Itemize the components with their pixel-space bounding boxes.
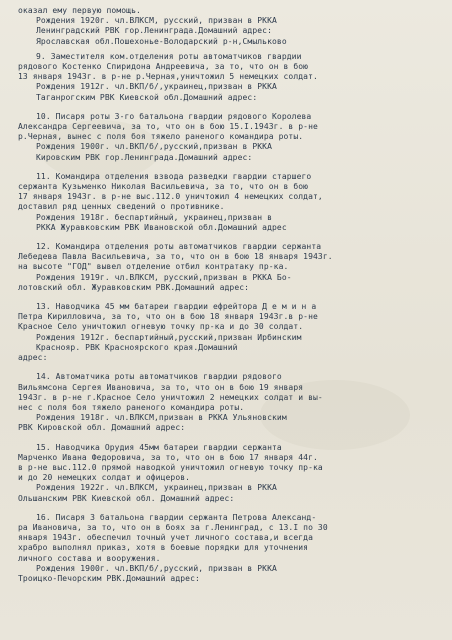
text-line: личного состава и вооружения.: [18, 553, 161, 563]
text-line: Таганрогским РВК Киевской обл.Домашний адрес:: [36, 92, 258, 102]
text-line: 17 января 1943г. в р-не выс.112.0 уничтожил 4 немецких солдат,: [18, 192, 323, 202]
award-item-14: 14. Автоматчика роты автоматчиков гвардии рядового: [36, 372, 282, 382]
text-line: Троицко-Печорским РВК.Домашний адрес:: [18, 573, 200, 583]
text-line: Вильямсона Сергея Ивановича, за то, что он в бою 19 января: [18, 382, 304, 392]
text-line: оказал ему первую помощь.: [18, 6, 141, 15]
text-line: Рождения 1912г. беспартийный,русский,призван Ирбинским: [36, 332, 302, 342]
text-line: Рождения 1912г. чл.ВКП/б/,украинец,призван в РККА: [36, 82, 277, 92]
text-line: адрес:: [18, 353, 48, 363]
text-line: Ольшанским РВК Киевской обл. Домашний адрес:: [18, 493, 235, 503]
text-line: Ярославская обл.Пошехонье-Володарский р-н,Смыльково: [36, 36, 287, 46]
text-line: храбро выполнял приказ, хотя в боевые порядки для уточнения: [18, 543, 309, 553]
text-line: 1943г. в р-не г.Красное Село уничтожил 2 немецких солдат и вы-: [18, 392, 323, 402]
award-item-16: 16. Писаря 3 батальона гвардии сержанта Петрова Александ-: [36, 512, 317, 522]
text-line: и до 20 немецких солдат и офицеров.: [18, 473, 191, 483]
text-line: Ленинградский РВК гор.Ленинграда.Домашний адрес:: [36, 26, 272, 36]
text-line: доставил ряд ценных сведений о противнике.: [18, 202, 225, 212]
award-item-10: 10. Писаря роты 3-го батальона гвардии рядового Королева: [36, 111, 312, 121]
text-line: ра Ивановича, за то, что он в боях за г.Ленинград, с 13.I по 30: [18, 522, 328, 532]
text-line: Красное Село уничтожил огневую точку пр-ка и до 30 солдат.: [18, 322, 304, 332]
text-line: Рождения 1900г. чл.ВКП/б/,русский,призван в РККА: [36, 142, 272, 152]
text-line: РВК Кировской обл. Домашний адрес:: [18, 423, 186, 433]
text-line: РККА Журавковским РВК Ивановской обл.Домашний адрес: [36, 222, 287, 232]
text-line: Александра Сергеевича, за то, что он в бою 15.I.1943г. в р-не: [18, 122, 318, 132]
text-line: Краснояр. РВК Красноярского края.Домашний: [36, 342, 238, 352]
text-line: Рождения 1920г. чл.ВЛКСМ, русский, призван в РККА: [36, 16, 277, 26]
text-line: Рождения 1919г. чл.ВЛКСМ, русский,призван в РККА Бо-: [36, 272, 292, 282]
award-item-11: 11. Командира отделения взвода разведки гвардии старшего: [36, 171, 312, 181]
text-line: Петра Кирилловича, за то, что он в бою 18 января 1943г.в р-не: [18, 312, 318, 322]
award-item-13: 13. Наводчика 45 мм батареи гвардии ефрейтора Д е м и н а: [36, 302, 317, 312]
text-line: сержанта Кузьменко Николая Васильевича, за то, что он в бою: [18, 182, 309, 192]
text-line: Лебедева Павла Васильевича, за то, что он в бою 18 января 1943г.: [18, 252, 333, 262]
award-item-12: 12. Командира отделения роты автоматчиков гвардии сержанта: [36, 242, 322, 252]
text-line: рядового Костенко Спиридона Андреевича, за то, что он в бою: [18, 62, 309, 72]
text-line: р.Черная, вынес с поля боя тяжело раненого командира роты.: [18, 132, 304, 142]
text-line: лотовский обл. Журавковским РВК.Домашний адрес:: [18, 282, 250, 292]
text-line: 13 января 1943г. в р-не р.Черная,уничтожил 5 немецких солдат.: [18, 72, 318, 82]
text-line: Кировским РВК гор.Ленинграда.Домашний адрес:: [36, 152, 253, 162]
text-line: января 1943г. обеспечил точный учет личного состава,и всегда: [18, 533, 313, 543]
award-item-15: 15. Наводчика Орудия 45мм батареи гвардии сержанта: [36, 442, 282, 452]
text-line: Рождения 1918г. чл.ВЛКСМ,призван в РККА Ульяновским: [36, 413, 287, 423]
text-line: Марченко Ивана Федоровича, за то, что он в бою 17 января 44г.: [18, 452, 318, 462]
award-item-9: 9. Заместителя ком.отделения роты автоматчиков гвардии: [36, 51, 302, 61]
text-line: Рождения 1900г. чл.ВКП/б/,русский, призван в РККА: [36, 563, 277, 573]
text-line: Рождения 1918г. беспартийный, украинец,призван в: [36, 212, 272, 222]
text-line: в р-не выс.112.0 прямой наводкой уничтожил огневую точку пр-ка: [18, 462, 323, 472]
text-line: нес с поля боя тяжело раненого командира роты.: [18, 402, 245, 412]
text-line: на высоте "ГОД" вывел отделение отбил контратаку пр-ка.: [18, 262, 289, 272]
text-line: Рождения 1922г. чл.ВЛКСМ, украинец,призван в РККА: [36, 483, 277, 493]
